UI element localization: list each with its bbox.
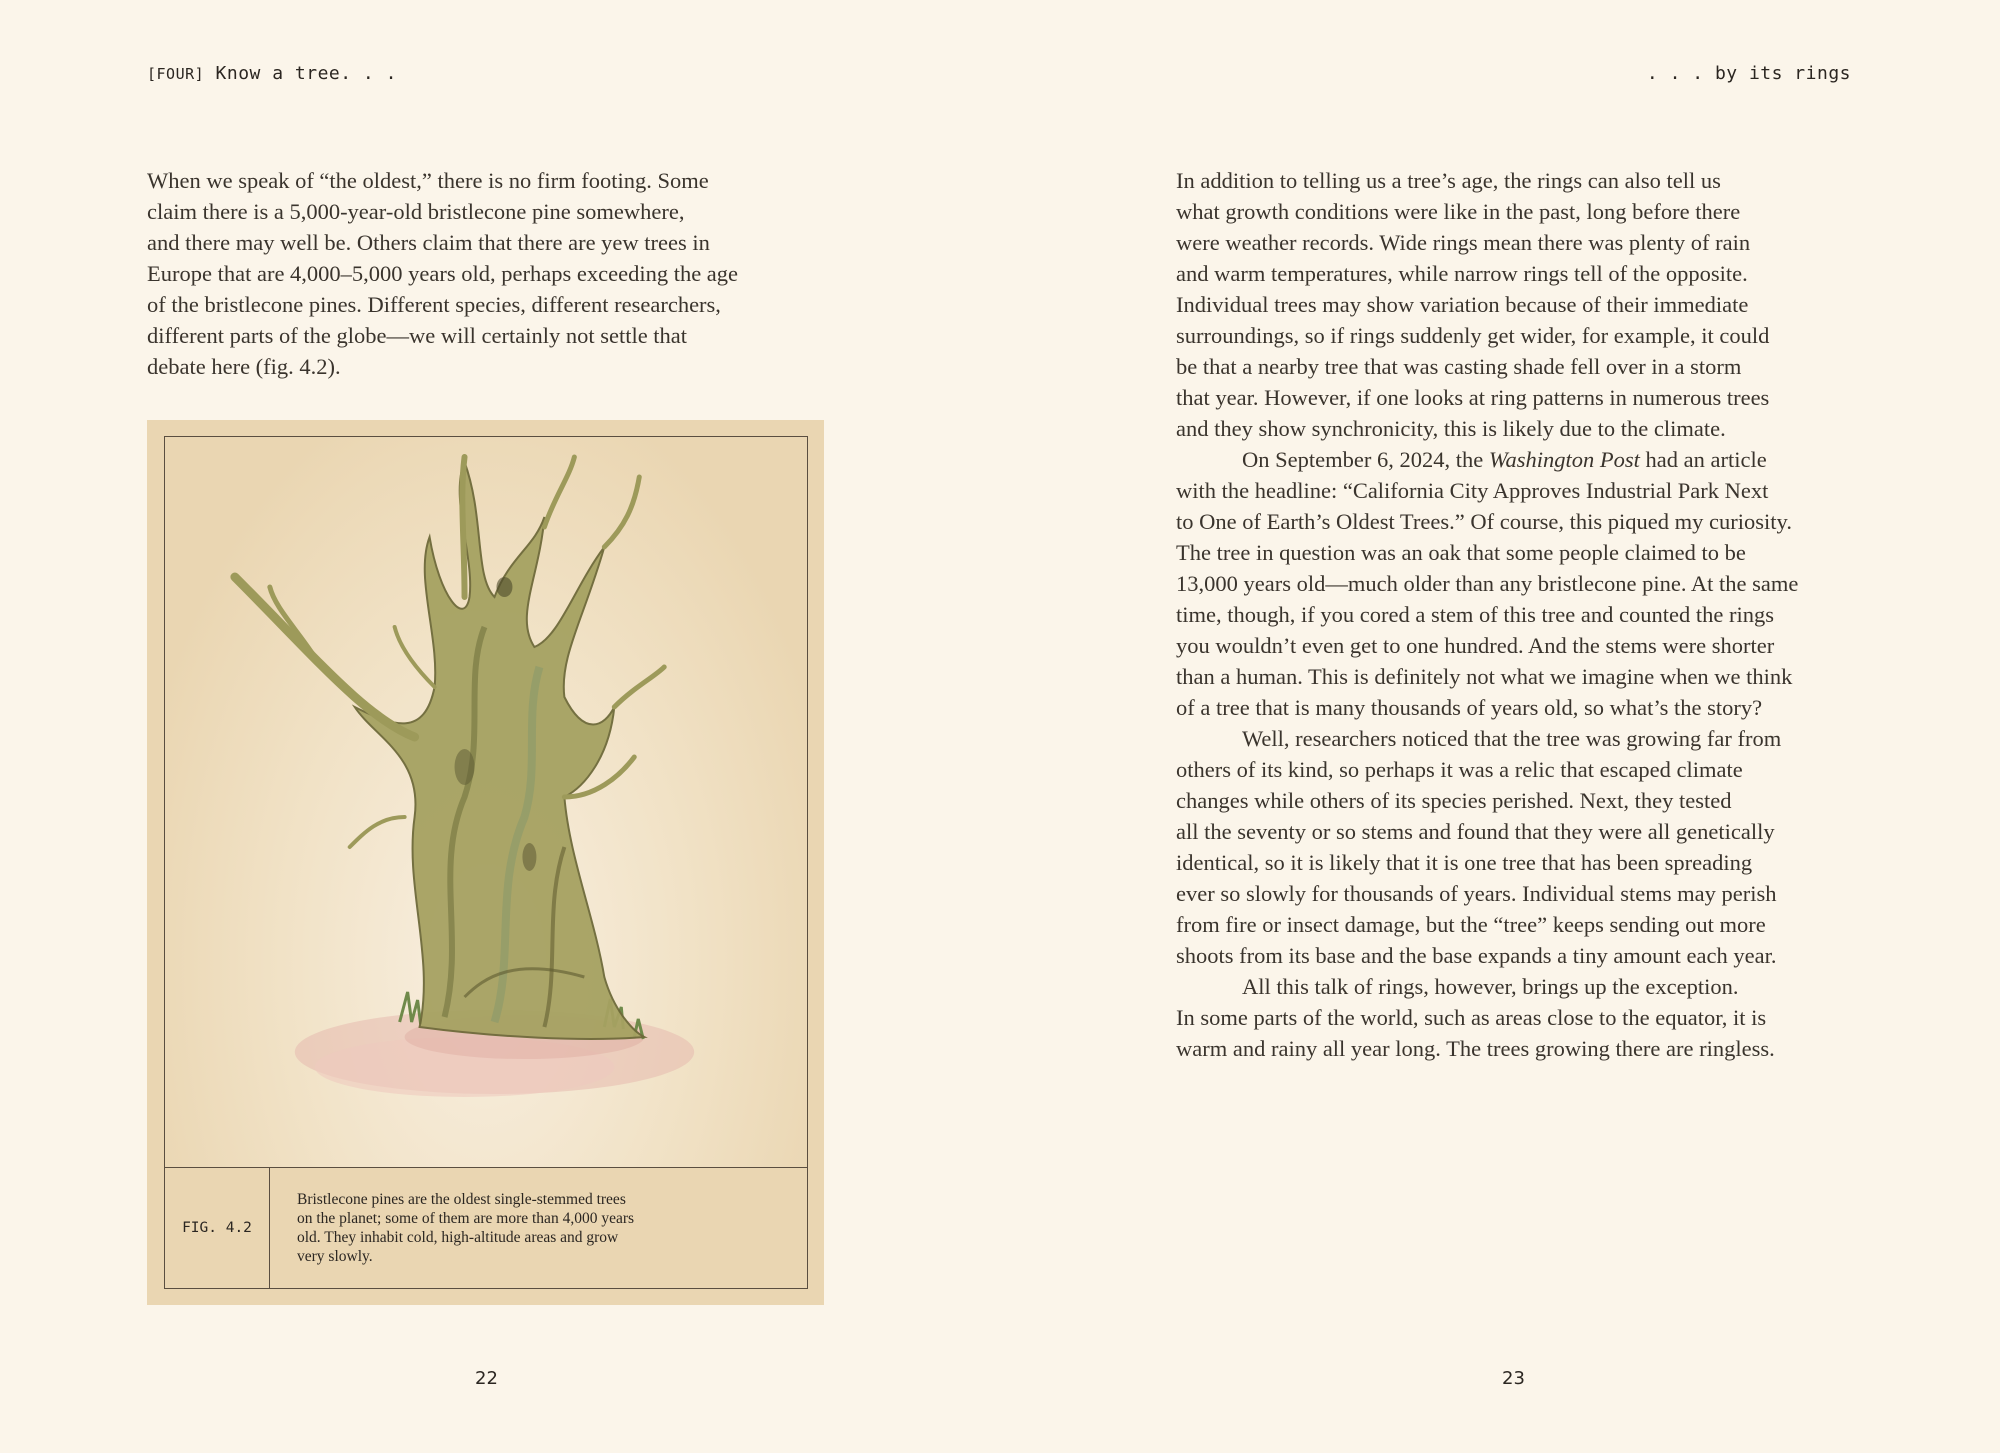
right-page bbox=[1000, 0, 2000, 1453]
text-line: changes while others of its species perished. Next, they tested bbox=[1176, 788, 1732, 813]
figure-caption-text bbox=[297, 1190, 717, 1266]
chapter-tag: [FOUR] bbox=[147, 65, 205, 83]
right-running-head: . . . by its rings bbox=[1646, 63, 1851, 84]
text-line: surroundings, so if rings suddenly get wider, for example, it could bbox=[1176, 323, 1770, 348]
text-line: warm and rainy all year long. The trees growing there are ringless. bbox=[1176, 1036, 1775, 1061]
text-line: of a tree that is many thousands of years old, so what’s the story? bbox=[1176, 695, 1763, 720]
text-line: and they show synchronicity, this is likely due to the climate. bbox=[1176, 416, 1726, 441]
text-line: 13,000 years old—much older than any bristlecone pine. At the same bbox=[1176, 571, 1799, 596]
text-line: Individual trees may show variation because of their immediate bbox=[1176, 292, 1749, 317]
text-line: Europe that are 4,000–5,000 years old, perhaps exceeding the age bbox=[147, 261, 739, 286]
text-line: all the seventy or so stems and found that they were all genetically bbox=[1176, 819, 1775, 844]
text-run: had an article bbox=[1639, 447, 1767, 472]
text-line bbox=[1176, 444, 1856, 475]
text-line: that year. However, if one looks at ring patterns in numerous trees bbox=[1176, 385, 1770, 410]
text-line: In addition to telling us a tree’s age, the rings can also tell us bbox=[1176, 168, 1721, 193]
text-line: from fire or insect damage, but the “tree” keeps sending out more bbox=[1176, 912, 1766, 937]
text-line: with the headline: “California City Approves Industrial Park Next bbox=[1176, 478, 1769, 503]
text-line: identical, so it is likely that it is one tree that has been spreading bbox=[1176, 850, 1753, 875]
paragraph-2 bbox=[1176, 444, 1856, 723]
tree-icon bbox=[165, 437, 807, 1167]
text-line: to One of Earth’s Oldest Trees.” Of course, this piqued my curiosity. bbox=[1176, 509, 1792, 534]
page-number: 22 bbox=[475, 1368, 498, 1389]
paragraph-4 bbox=[1176, 971, 1856, 1064]
text-line: All this talk of rings, however, brings up the exception. bbox=[1242, 974, 1739, 999]
left-running-head bbox=[147, 63, 397, 84]
caption-line: old. They inhabit cold, high-altitude areas and grow bbox=[297, 1229, 619, 1246]
text-line: Well, researchers noticed that the tree was growing far from bbox=[1242, 726, 1782, 751]
text-line: were weather records. Wide rings mean there was plenty of rain bbox=[1176, 230, 1751, 255]
text-line: ever so slowly for thousands of years. Individual stems may perish bbox=[1176, 881, 1777, 906]
text-line: When we speak of “the oldest,” there is no firm footing. Some bbox=[147, 168, 709, 193]
figure-frame bbox=[164, 436, 808, 1289]
bristlecone-pine-illustration bbox=[165, 437, 807, 1167]
text-line: than a human. This is definitely not what we imagine when we think bbox=[1176, 664, 1793, 689]
text-line: and warm temperatures, while narrow rings tell of the opposite. bbox=[1176, 261, 1748, 286]
text-line: different parts of the globe—we will certainly not settle that bbox=[147, 323, 688, 348]
text-line: debate here (fig. 4.2). bbox=[147, 354, 341, 379]
paragraph-1 bbox=[1176, 165, 1856, 444]
text-line: and there may well be. Others claim that there are yew trees in bbox=[147, 230, 710, 255]
text-line: of the bristlecone pines. Different species, different researchers, bbox=[147, 292, 721, 317]
caption-line: Bristlecone pines are the oldest single-stemmed trees bbox=[297, 1191, 626, 1208]
text-line: The tree in question was an oak that some people claimed to be bbox=[1176, 540, 1746, 565]
left-paragraph bbox=[147, 165, 807, 382]
caption-line: very slowly. bbox=[297, 1248, 373, 1265]
figure-label: FIG. 4.2 bbox=[165, 1168, 270, 1288]
caption-line: on the planet; some of them are more than 4,000 years bbox=[297, 1210, 635, 1227]
text-line: shoots from its base and the base expands a tiny amount each year. bbox=[1176, 943, 1777, 968]
text-line: what growth conditions were like in the past, long before there bbox=[1176, 199, 1741, 224]
publication-title: Washington Post bbox=[1488, 447, 1640, 472]
paragraph-3 bbox=[1176, 723, 1856, 971]
text-line: In some parts of the world, such as areas close to the equator, it is bbox=[1176, 1005, 1767, 1030]
text-line: claim there is a 5,000-year-old bristlecone pine somewhere, bbox=[147, 199, 685, 224]
figure-4-2 bbox=[147, 420, 824, 1305]
right-body-text bbox=[1176, 165, 1856, 1064]
text-line: you wouldn’t even get to one hundred. And the stems were shorter bbox=[1176, 633, 1775, 658]
page-number: 23 bbox=[1502, 1368, 1525, 1389]
text-line: others of its kind, so perhaps it was a relic that escaped climate bbox=[1176, 757, 1743, 782]
figure-caption bbox=[165, 1167, 807, 1288]
chapter-title: Know a tree. . . bbox=[215, 63, 397, 84]
text-line: be that a nearby tree that was casting shade fell over in a storm bbox=[1176, 354, 1742, 379]
text-line: time, though, if you cored a stem of this tree and counted the rings bbox=[1176, 602, 1774, 627]
text-run: On September 6, 2024, the bbox=[1242, 447, 1489, 472]
